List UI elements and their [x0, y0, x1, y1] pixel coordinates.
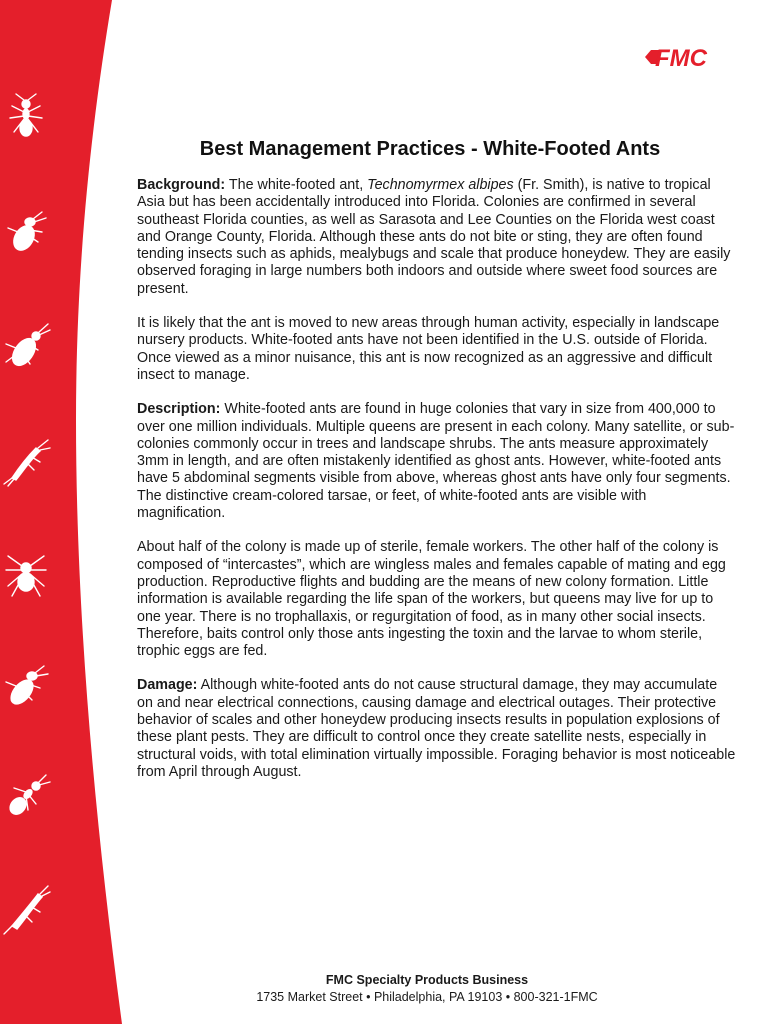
silverfish-icon	[0, 436, 52, 488]
damage-paragraph	[137, 677, 737, 781]
background-text-after: (Fr. Smith), is native to tropical Asia but has been accidentally introduced into Florida. Colonies are confirmed in several southeast Florida counties, as well as Sarasota and Lee Counties on the Florida west coast and Orange County, Florida. Although these ants do not bite or sting, they are often found tending insects such as aphids, mealybugs and scale that produce honeydew. They are easily observed foraging in large numbers both indoors and outside where sweet food sources are present.	[137, 177, 731, 297]
spider-icon	[0, 548, 52, 600]
cockroach-icon	[0, 322, 52, 374]
silverfish-icon	[0, 884, 52, 936]
spread-paragraph: It is likely that the ant is moved to new areas through human activity, especially in landscape nursery products. White-footed ants have not been identified in the U.S. outside of Florida. Once viewed as a minor nuisance, this ant is now recognized as an aggressive and difficult insect to manage.	[137, 315, 720, 383]
colony-paragraph: About half of the colony is made up of sterile, female workers. The other half of the colony is composed of “intercastes”, which are wingless males and females capable of mating and egg production. Reproductive flights and budding are the means of new colony formation. Little information is available regarding the life span of the workers, but queens may live for up to one year. There is no trophallaxis, or regurgitation of food, as in many other social insects. Therefore, baits control only those ants ingesting the toxin and the larvae to whom sterile, trophic eggs are fed.	[137, 539, 726, 660]
termite-icon	[0, 208, 52, 260]
page-title: Best Management Practices - White-Footed Ants	[199, 138, 661, 160]
red-wave-band	[0, 0, 122, 1024]
description-text: White-footed ants are found in huge colonies that vary in size from 400,000 to over one million individuals. Multiple queens are present in each colony. Many satellite, or sub-colonies commonly occur in trees and landscape shrubs. The ants measure approximately 3mm in length, and are often mistakenly identified as ghost ants. However, white-footed ants have 5 abdominal segments visible from above, whereas ghost ants have only four segments. The distinctive cream-colored tarsae, or feet, of white-footed ants are visible with magnification.	[137, 401, 735, 522]
ant-icon	[0, 92, 52, 144]
red-sidebar	[0, 0, 122, 1024]
background-label: Background:	[137, 177, 226, 193]
ant-icon	[0, 772, 52, 824]
footer-address: 1735 Market Street • Philadelphia, PA 19103 • 800-321-1FMC	[256, 990, 598, 1004]
description-label: Description:	[137, 401, 221, 418]
species-name: Technomyrmex albipes	[367, 177, 514, 193]
document-body	[137, 177, 737, 798]
fmc-logo	[645, 44, 725, 70]
logo-text: FMC	[655, 45, 707, 70]
background-paragraph	[137, 177, 737, 298]
damage-label: Damage:	[137, 677, 198, 694]
footer	[120, 972, 734, 1006]
background-text-before: The white-footed ant,	[225, 177, 368, 193]
footer-business: FMC Specialty Products Business	[325, 973, 529, 987]
damage-text: Although white-footed ants do not cause structural damage, they may accumulate on and near electrical connections, causing damage and electrical outages. Their protective behavior of scales and other honeydew producing insects results in population explosions of these plant pests. They are difficult to control once they create satellite nests, especially in structural voids, with total elimination virtually impossible. Foraging behavior is most noticeable from April through August.	[137, 677, 736, 780]
termite-icon	[0, 662, 52, 714]
description-paragraph	[137, 401, 737, 522]
